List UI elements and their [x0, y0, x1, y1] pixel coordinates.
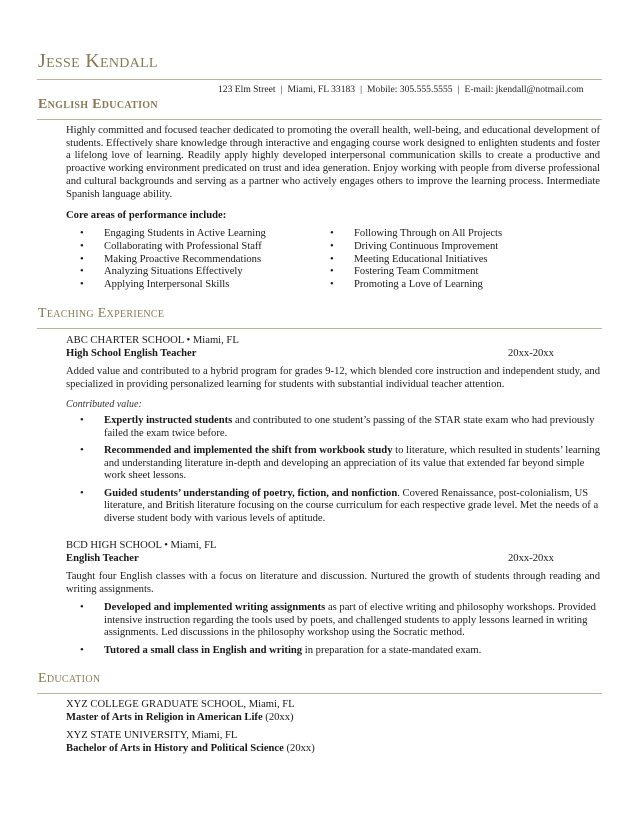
bullet-icon: •: [330, 228, 334, 239]
bullet-icon: •: [80, 444, 84, 456]
core-area-item: • Driving Continuous Improvement: [330, 240, 499, 252]
core-area-item: • Fostering Team Commitment: [330, 266, 479, 278]
job-dates: 20xx-20xx: [508, 348, 554, 359]
contact-street: 123 Elm Street: [218, 84, 276, 95]
core-area-item: • Applying Interpersonal Skills: [80, 279, 230, 291]
core-area-item: • Analyzing Situations Effectively: [80, 266, 243, 278]
bullet-icon: •: [80, 487, 84, 499]
bullet-icon: •: [80, 644, 84, 656]
bullet-icon: •: [330, 253, 334, 265]
core-areas-left-column: [80, 228, 330, 292]
bullet-icon: •: [80, 240, 84, 252]
bullet-icon: •: [80, 253, 84, 265]
candidate-name: Jesse Kendall: [38, 50, 158, 72]
bullet-icon: •: [80, 602, 84, 613]
job-bullet: • Expertly instructed students and contributed to one student’s passing of the STAR state exam who had previously failed the exam twice before.: [80, 415, 595, 439]
core-areas-right-column: [330, 228, 580, 292]
separator: |: [280, 84, 283, 95]
job-bullet: • Guided students’ understanding of poetry, fiction, and nonfiction. Covered Renaissance, post-colonialism, US literature, and British literature focusing on the course curriculum for each respective grade level. Met the needs of a diverse student body with various levels of aptitude.: [80, 487, 599, 524]
core-areas-list: [80, 228, 600, 292]
job-bullet: • Developed and implemented writing assignments as part of elective writing and philosophy workshops. Provided intensive instruction regarding the tools used by poets, and challenged students to apply lessons learned in writing assignments. Led discussions in the philosophy workshop using the Socratic method.: [80, 602, 596, 639]
job-bullets: [80, 415, 600, 530]
header-rule: [37, 79, 602, 80]
core-area-item: • Making Proactive Recommendations: [80, 253, 262, 265]
section-title-english-education: English Education: [38, 97, 158, 112]
section-rule: [37, 693, 602, 694]
education-degree: Master of Arts in Religion in American Life (20xx): [66, 712, 294, 723]
bullet-icon: •: [80, 266, 84, 278]
separator: |: [457, 84, 460, 95]
job-description: Taught four English classes with a focus on literature and discussion. Nurtured the growth of students through reading and writing assignments.: [66, 571, 600, 595]
core-area-item: • Collaborating with Professional Staff: [80, 240, 262, 252]
core-area-item: • Engaging Students in Active Learning: [80, 228, 266, 239]
bullet-icon: •: [330, 240, 334, 252]
job-bullets: [80, 602, 600, 662]
separator: |: [360, 84, 363, 95]
bullet-icon: •: [330, 279, 334, 291]
core-area-item: • Promoting a Love of Learning: [330, 279, 483, 291]
bullet-icon: •: [80, 228, 84, 239]
section-title-teaching-experience: Teaching Experience: [38, 306, 165, 321]
bullet-icon: •: [80, 279, 84, 291]
core-area-item: • Following Through on All Projects: [330, 228, 503, 239]
job-dates: 20xx-20xx: [508, 553, 554, 564]
job-role: High School English Teacher: [66, 348, 197, 359]
bullet-icon: •: [330, 266, 334, 278]
job-org: BCD HIGH SCHOOL • Miami, FL: [66, 540, 217, 551]
job-role: English Teacher: [66, 553, 139, 564]
education-school: XYZ COLLEGE GRADUATE SCHOOL, Miami, FL: [66, 699, 295, 710]
job-bullet: • Tutored a small class in English and writing in preparation for a state-mandated exam.: [80, 644, 482, 656]
summary-paragraph: Highly committed and focused teacher dedicated to promoting the overall health, well-being, and educational development of students. Effectively share knowledge through interactive and engaging course work designed to enlighten students and foster a lifelong love of learning. Readily apply highly developed interpersonal communication skills to create a productive and proactive working environment predicated on trust and idea generation. Enjoy working with people from diverse professional and cultural backgrounds and serving as a partner who actively engages others to improve the learning process. Intermediate Spanish language ability.: [66, 125, 600, 200]
bullet-icon: •: [80, 415, 84, 426]
contributed-value-label: Contributed value:: [66, 399, 142, 410]
job-description: Added value and contributed to a hybrid program for grades 9-12, which blended core instruction and independent study, and specialized in providing personalized learning for students with substantial individual teacher attention.: [66, 366, 600, 390]
contact-line: [218, 84, 600, 95]
core-areas-label: Core areas of performance include:: [66, 210, 227, 221]
section-title-education: Education: [38, 671, 101, 686]
contact-city: Miami, FL 33183: [287, 84, 356, 95]
contact-mobile: Mobile: 305.555.5555: [367, 84, 453, 95]
section-rule: [37, 119, 602, 120]
job-org: ABC CHARTER SCHOOL • Miami, FL: [66, 335, 239, 346]
core-area-item: • Meeting Educational Initiatives: [330, 253, 488, 265]
job-bullet: • Recommended and implemented the shift from workbook study to literature, which resulted in students’ learning and understanding literature in-depth and developing an appreciation of its value that extended far beyond simple work sheet lessons.: [80, 444, 600, 482]
education-school: XYZ STATE UNIVERSITY, Miami, FL: [66, 730, 238, 741]
contact-email: E-mail: jkendall@notmail.com: [464, 84, 584, 95]
section-rule: [37, 328, 602, 329]
education-degree: Bachelor of Arts in History and Political Science (20xx): [66, 743, 315, 754]
